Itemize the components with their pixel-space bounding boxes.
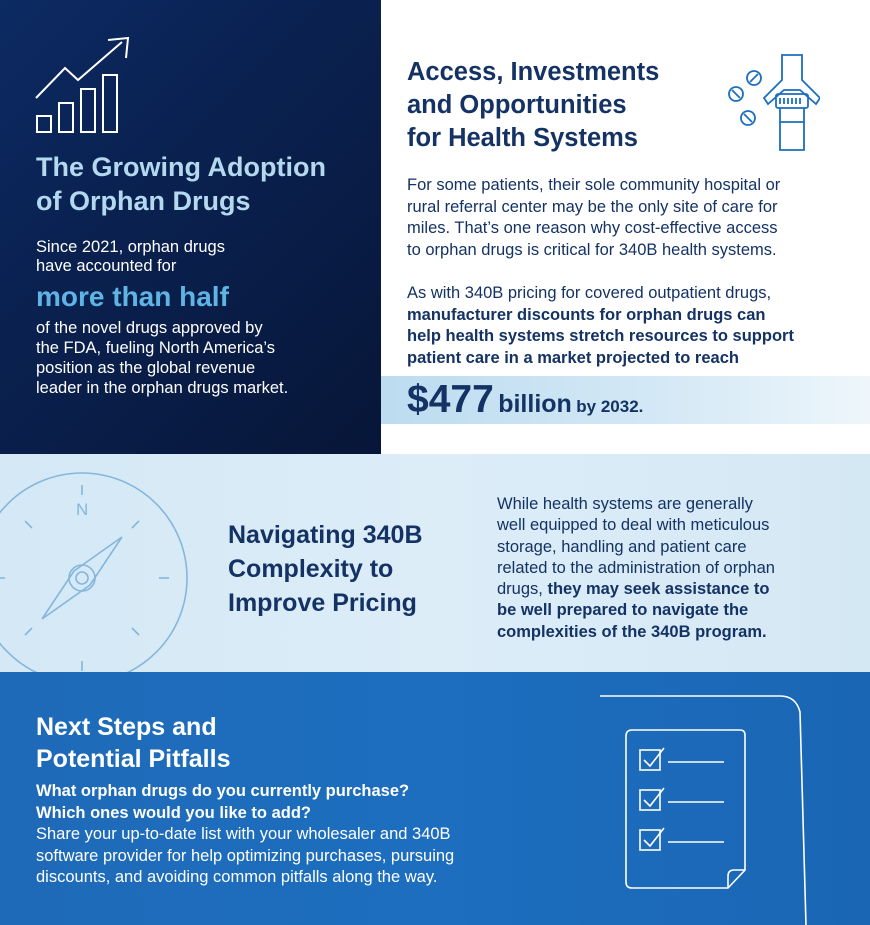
next-steps-body-line: Share your up-to-date list with your wholesaler and 340B <box>36 825 451 843</box>
navigating-title-line: Improve Pricing <box>228 589 417 617</box>
adoption-highlight: more than half <box>36 281 229 312</box>
next-steps-body-line: software provider for help optimizing purchases, pursuing <box>36 846 455 865</box>
growth-chart-icon <box>32 36 132 136</box>
navigating-body-mixed-line <box>497 579 857 600</box>
adoption-intro-line: Since 2021, orphan drugs <box>36 238 225 256</box>
access-p1-line: For some patients, their sole community hospital or <box>407 176 781 194</box>
pill-bottle-icon <box>720 50 820 155</box>
next-steps-body-line: discounts, and avoiding common pitfalls along the way. <box>36 868 438 886</box>
navigating-body-bold: they may seek assistance to <box>542 580 770 599</box>
market-stat <box>407 377 643 423</box>
next-steps-title-line: Next Steps and <box>36 713 217 741</box>
access-p2-intro: As with 340B pricing for covered outpatient drugs, <box>407 284 772 302</box>
checklist-icon <box>600 690 870 925</box>
adoption-body-line: of the novel drugs approved by <box>36 319 263 337</box>
navigating-body-line: While health systems are generally <box>497 495 753 513</box>
market-stat-value: $477 <box>407 378 494 421</box>
navigating-body <box>497 494 857 643</box>
adoption-body-line: position as the global revenue <box>36 359 256 377</box>
next-steps-questions <box>36 781 596 824</box>
next-steps-body <box>36 824 596 889</box>
navigating-body-line: well equipped to deal with meticulous <box>497 516 770 535</box>
adoption-title <box>36 150 366 218</box>
access-p1-line: rural referral center may be the only site of care for <box>407 197 778 216</box>
navigating-body-plain: drugs, <box>497 580 543 599</box>
navigating-title <box>228 518 478 620</box>
access-p2-bold-line: manufacturer discounts for orphan drugs can <box>407 305 766 324</box>
adoption-body-line: the FDA, fueling North America’s <box>36 339 276 357</box>
access-p2-bold-line: patient care in a market projected to reach <box>407 348 739 367</box>
access-p1-line: miles. That’s one reason why cost-effective access <box>407 219 778 237</box>
navigating-body-line: related to the administration of orphan <box>497 558 775 577</box>
svg-text:N: N <box>76 500 89 519</box>
market-stat-year: by 2032. <box>576 397 644 416</box>
navigating-body-bold-line: complexities of the 340B program. <box>497 622 767 641</box>
adoption-title-line: of Orphan Drugs <box>36 186 251 216</box>
next-steps-question: Which ones would you like to add? <box>36 803 312 822</box>
adoption-body <box>36 318 366 398</box>
access-p1-line: to orphan drugs is critical for 340B health systems. <box>407 240 777 259</box>
navigating-body-bold-line: be well prepared to navigate the <box>497 601 749 620</box>
compass-icon <box>0 461 194 672</box>
access-title-line: for Health Systems <box>407 124 638 152</box>
access-paragraph-2 <box>407 283 847 369</box>
navigating-body-line: storage, handling and patient care <box>497 537 747 556</box>
adoption-intro-line: have accounted for <box>36 257 177 275</box>
access-title-line: and Opportunities <box>407 91 627 119</box>
access-paragraph-1 <box>407 175 847 261</box>
navigating-title-line: Navigating 340B <box>228 521 423 549</box>
adoption-body-line: leader in the orphan drugs market. <box>36 379 289 397</box>
access-title-line: Access, Investments <box>407 58 660 86</box>
access-title <box>407 56 707 155</box>
next-steps-title <box>36 711 386 775</box>
adoption-intro <box>36 238 366 276</box>
adoption-title-line: The Growing Adoption <box>36 152 326 182</box>
access-p2-bold-line: help health systems stretch resources to support <box>407 327 794 345</box>
market-stat-unit: billion <box>498 390 572 418</box>
next-steps-question: What orphan drugs do you currently purchase? <box>36 782 410 800</box>
navigating-title-line: Complexity to <box>228 555 394 583</box>
next-steps-title-line: Potential Pitfalls <box>36 745 231 773</box>
